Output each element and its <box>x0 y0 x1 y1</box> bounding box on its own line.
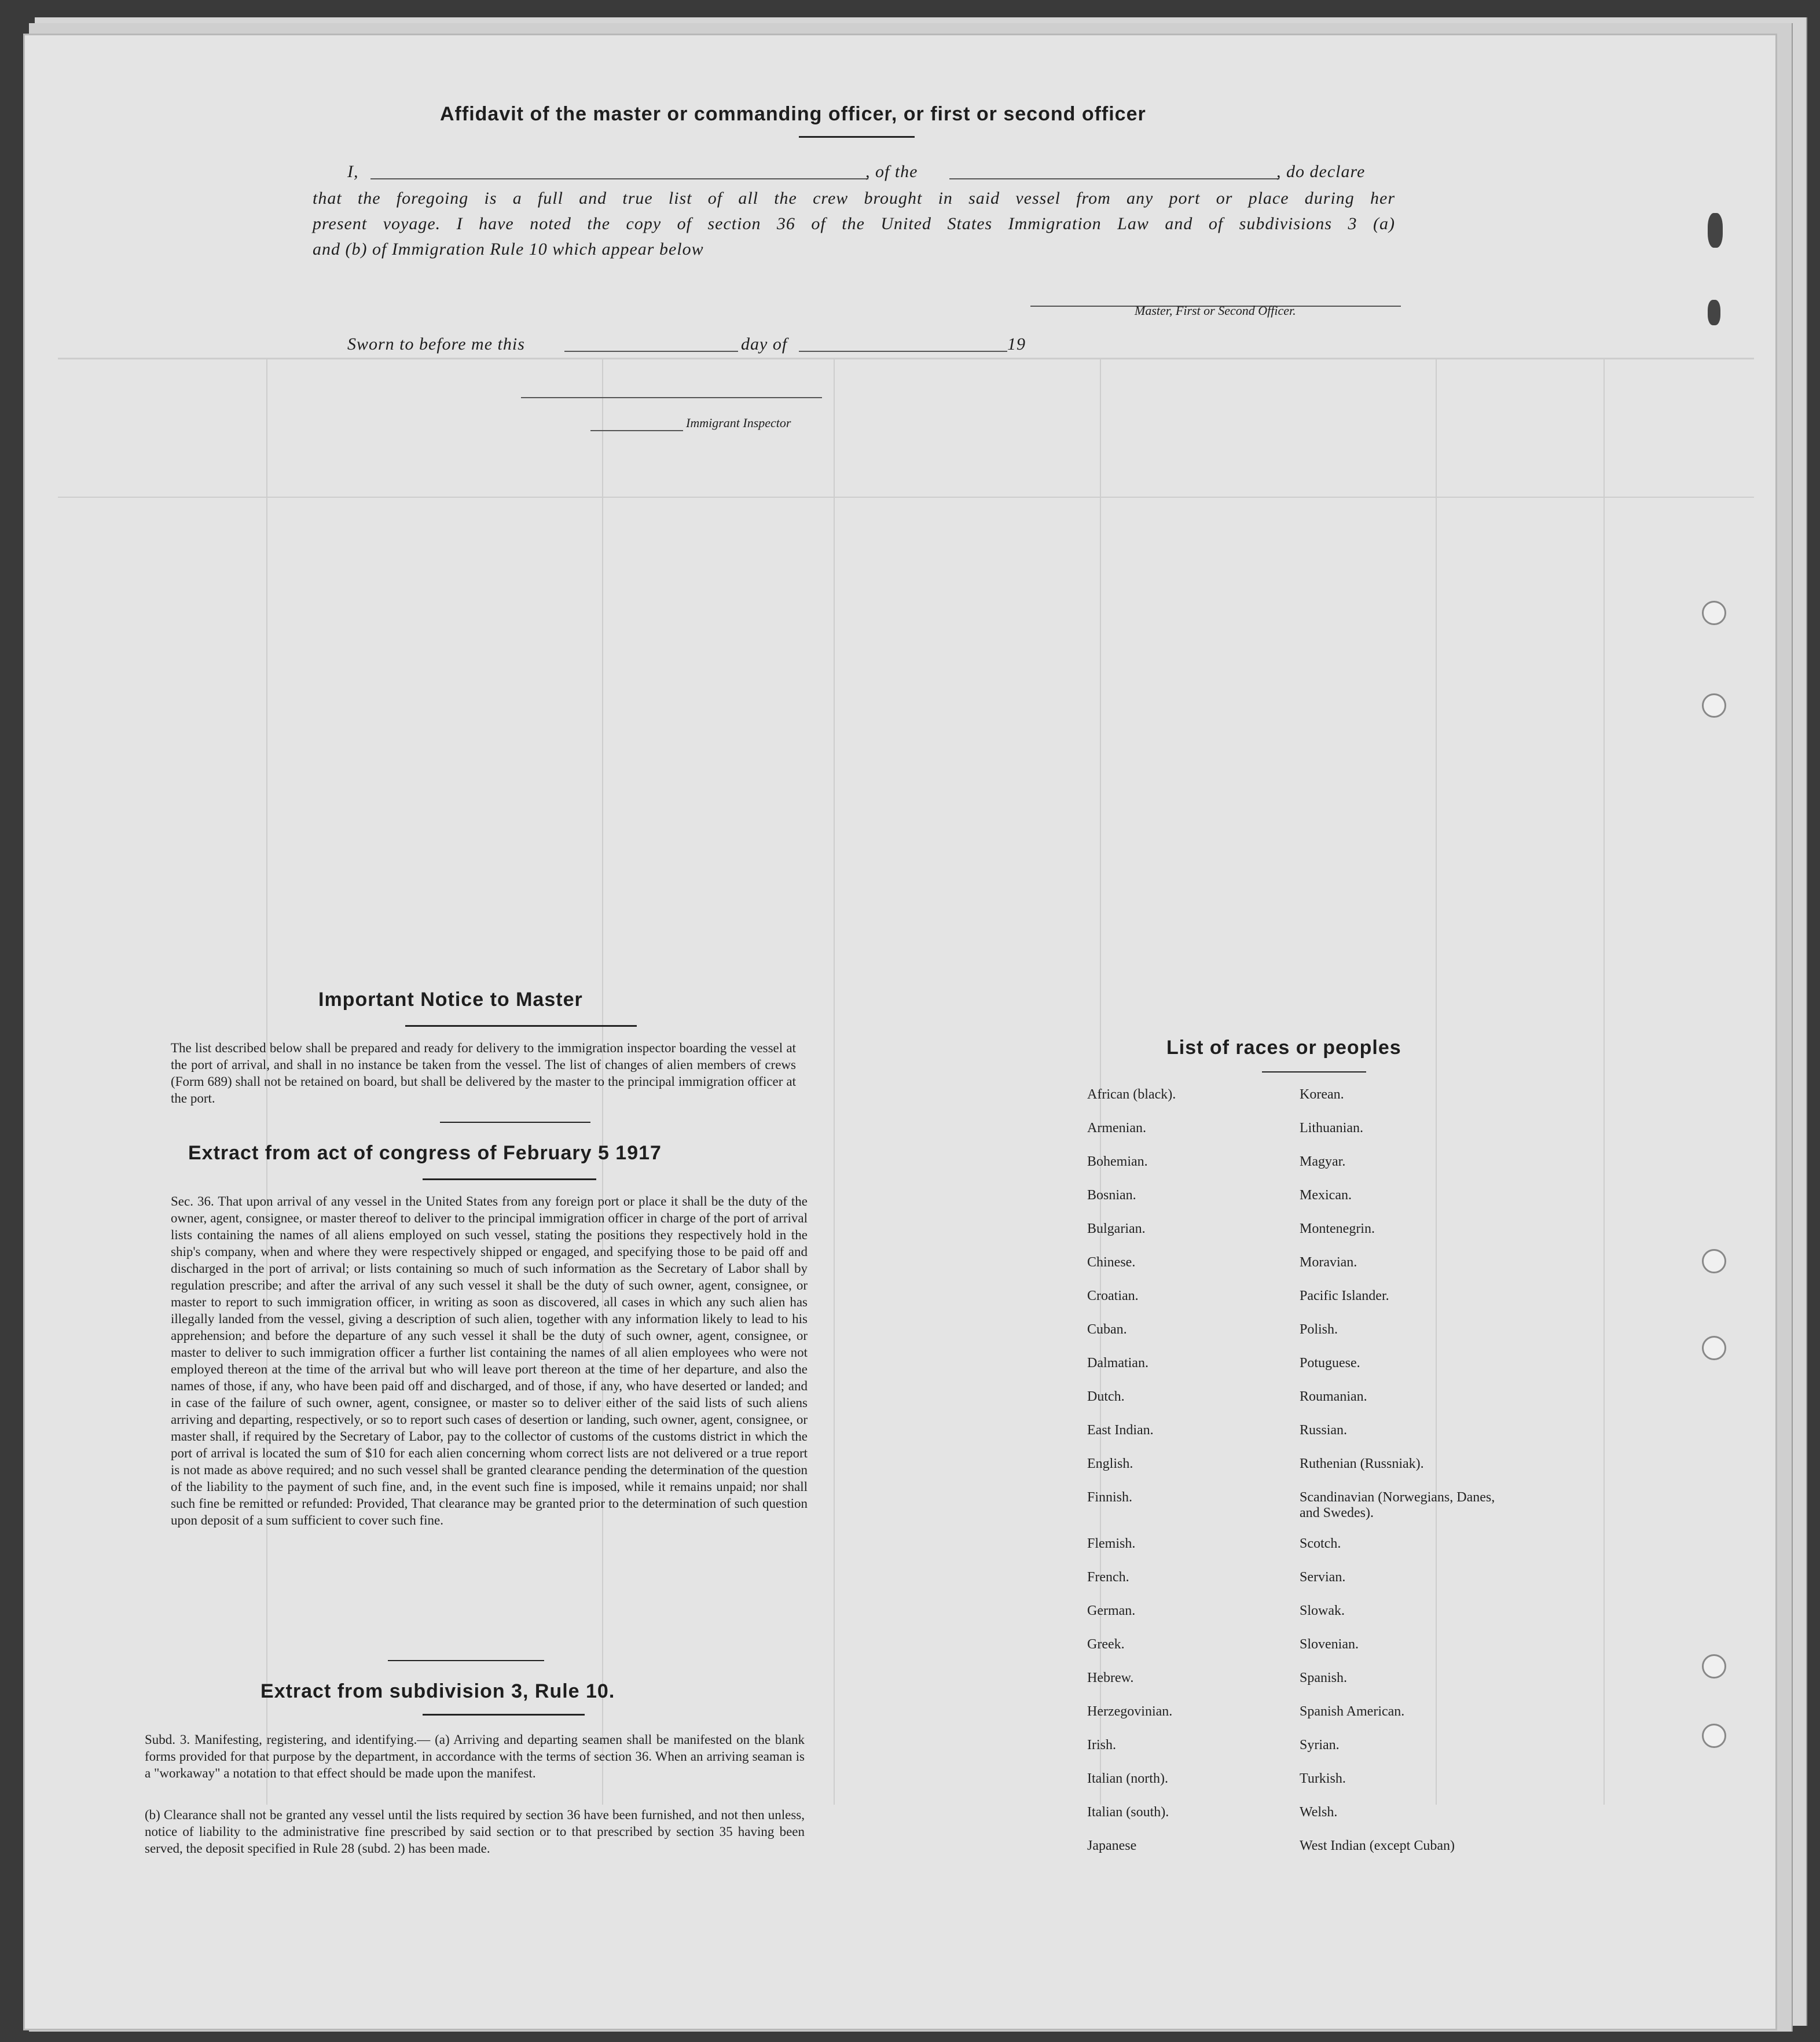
notice-title: Important Notice to Master <box>318 989 583 1011</box>
sworn-day-blank <box>564 351 738 352</box>
inspector-signature-line <box>521 397 822 398</box>
race-item: Mexican. <box>1300 1188 1352 1203</box>
affidavit-line-1: that the foregoing is a full and true list of all the crew brought in said vessel from any port or place during her <box>313 189 1395 208</box>
race-item: Irish. <box>1087 1738 1116 1753</box>
title-underline <box>799 136 915 138</box>
race-item: Welsh. <box>1300 1805 1338 1820</box>
race-item: German. <box>1087 1603 1136 1618</box>
race-item: Scotch. <box>1300 1536 1341 1551</box>
race-item: Ruthenian (Russniak). <box>1300 1456 1424 1471</box>
race-item: Finnish. <box>1087 1490 1133 1505</box>
affidavit-i: I, <box>347 162 359 181</box>
sworn-text: Sworn to before me this <box>347 335 525 354</box>
binder-pin <box>1708 213 1723 248</box>
race-item: Russian. <box>1300 1423 1348 1438</box>
document-page <box>23 34 1777 2030</box>
race-item: Moravian. <box>1300 1255 1357 1270</box>
master-caption: Master, First or Second Officer. <box>1135 303 1296 318</box>
race-item: Servian. <box>1300 1570 1346 1585</box>
binder-hole <box>1702 693 1726 718</box>
extract-rule-underline <box>423 1714 585 1716</box>
race-item: Montenegrin. <box>1300 1221 1375 1236</box>
binder-hole <box>1702 1249 1726 1273</box>
race-item: Lithuanian. <box>1300 1121 1363 1136</box>
races-underline <box>1262 1071 1366 1073</box>
race-item: Scandinavian (Norwegians, Danes, and Swedes). <box>1300 1490 1495 1521</box>
extract-act-title: Extract from act of congress of February 5 1917 <box>188 1142 662 1164</box>
race-item: English. <box>1087 1456 1133 1471</box>
extract-rule-title: Extract from subdivision 3, Rule 10. <box>260 1680 615 1702</box>
race-item: Japanese <box>1087 1838 1137 1853</box>
race-item: Turkish. <box>1300 1771 1346 1786</box>
race-item: Italian (south). <box>1087 1805 1169 1820</box>
sworn-month-blank <box>799 351 1007 352</box>
race-item: Spanish American. <box>1300 1704 1405 1719</box>
race-item: Bosnian. <box>1087 1188 1136 1203</box>
race-item: Flemish. <box>1087 1536 1136 1551</box>
race-item: Slovenian. <box>1300 1637 1359 1652</box>
affidavit-line-3: and (b) of Immigration Rule 10 which appear below <box>313 240 704 259</box>
race-item: Bohemian. <box>1087 1154 1148 1169</box>
race-item: Dalmatian. <box>1087 1356 1148 1371</box>
binder-hole <box>1702 1336 1726 1360</box>
race-item: Chinese. <box>1087 1255 1136 1270</box>
year-text: 19 <box>1007 335 1026 354</box>
affidavit-line-2: present voyage. I have noted the copy of section 36 of the United States Immigration Law and of subdivisions 3 (a) <box>313 214 1395 233</box>
notice-underline <box>405 1025 637 1027</box>
name-blank <box>370 178 868 179</box>
binder-pin <box>1708 300 1720 325</box>
race-item: Roumanian. <box>1300 1389 1367 1404</box>
race-item: Bulgarian. <box>1087 1221 1146 1236</box>
notice-divider <box>440 1122 590 1123</box>
binder-hole <box>1702 1724 1726 1748</box>
vessel-blank <box>949 178 1279 179</box>
inspector-caption: Immigrant Inspector <box>686 416 791 430</box>
race-item: Pacific Islander. <box>1300 1288 1389 1303</box>
extract-act-underline <box>423 1178 596 1180</box>
race-item: Slowak. <box>1300 1603 1345 1618</box>
race-item: Hebrew. <box>1087 1670 1134 1685</box>
race-item: West Indian (except Cuban) <box>1300 1838 1455 1853</box>
extract-act-divider <box>388 1660 544 1661</box>
race-item: Potuguese. <box>1300 1356 1360 1371</box>
binder-hole <box>1702 1654 1726 1679</box>
binder-hole <box>1702 601 1726 625</box>
races-title: List of races or peoples <box>1166 1037 1401 1059</box>
race-item: African (black). <box>1087 1087 1176 1102</box>
race-item: Magyar. <box>1300 1154 1346 1169</box>
extract-rule-text-a: Subd. 3. Manifesting, registering, and identifying.— (a) Arriving and departing seamen shall be manifested on the blank forms provided for that purpose by the department, in accordance with the terms of section 36. When an arriving seaman is a "workaway" a notation to that effect should be made upon the manifest. <box>145 1732 805 1780</box>
extract-rule-text-b: (b) Clearance shall not be granted any vessel until the lists required by section 36 have been furnished, and not then unless, notice of liability to the administrative fine prescribed by said section or to that prescribed by section 35 having been served, the deposit specified in Rule 28 (subd. 2) has been made. <box>145 1808 805 1856</box>
race-item: Syrian. <box>1300 1738 1340 1753</box>
race-item: Italian (north). <box>1087 1771 1168 1786</box>
race-item: Greek. <box>1087 1637 1125 1652</box>
affidavit-of-the: , of the <box>865 162 918 181</box>
inspector-short-line <box>590 430 683 431</box>
extract-act-text: Sec. 36. That upon arrival of any vessel in the United States from any foreign port or place it shall be the duty of the owner, agent, consignee, or master thereof to deliver to the principal immigration officer in charge of the port of arrival lists containing the names of all aliens employed on such vessel, stating the positions they respectively hold in the ship's company, when and where they were respectively shipped or engaged, and specifying those to be paid off and discharged in the port of arrival; or lists containing so much of such information as the Secretary of Labor shall by regulation prescribe; and after the arrival of any such vessel it shall be the duty of such owner, agent, consignee, or master to report to such immigration officer, in writing as soon as discovered, all cases in which any such alien has illegally landed from the vessel, giving a description of such alien, together with any information likely to lead to his apprehension; and before the departure of any such vessel it shall be the duty of such owner, agent, consignee, or master to deliver to such immigration officer a further list containing the names of all alien employees who were not employed thereon at the time of the arrival but who will leave port thereon at the time of her departure, and also the names of those, if any, who have been paid off and discharged, and of those, if any, who have deserted or landed; and in case of the failure of such owner, agent, consignee, or master so to deliver either of the said lists of such aliens arriving and departing, respectively, or so to report such cases of desertion or landing, such owner, agent, consignee, or master shall, if required by the Secretary of Labor, pay to the collector of customs of the customs district in which the port of arrival is located the sum of $10 for each alien concerning whom correct lists are not delivered or a true report is not made as above required; and no such vessel shall be granted clearance pending the determination of the question of the liability to the payment of such fine, and, in the event such fine is imposed, while it remains unpaid; nor shall such fine be remitted or refunded: Provided, That clearance may be granted prior to the determination of such question upon deposit of a sum sufficient to cover such fine. <box>171 1194 808 1527</box>
race-item: French. <box>1087 1570 1129 1585</box>
race-item: Polish. <box>1300 1322 1338 1337</box>
race-item: Croatian. <box>1087 1288 1139 1303</box>
notice-text: The list described below shall be prepared and ready for delivery to the immigration inspector boarding the vessel at the port of arrival, and shall in no instance be taken from the vessel. The list of changes of alien members of crews (Form 689) shall not be retained on board, but shall be delivered by the master to the principal immigration officer at the port. <box>171 1041 796 1106</box>
race-item: Dutch. <box>1087 1389 1125 1404</box>
race-item: Cuban. <box>1087 1322 1127 1337</box>
race-item: East Indian. <box>1087 1423 1154 1438</box>
race-item: Spanish. <box>1300 1670 1348 1685</box>
day-of-text: day of <box>741 335 788 354</box>
race-item: Korean. <box>1300 1087 1344 1102</box>
affidavit-do-declare: , do declare <box>1276 162 1366 181</box>
race-item: Armenian. <box>1087 1121 1146 1136</box>
race-item: Herzegovinian. <box>1087 1704 1173 1719</box>
affidavit-title: Affidavit of the master or commanding officer, or first or second officer <box>440 103 1146 125</box>
